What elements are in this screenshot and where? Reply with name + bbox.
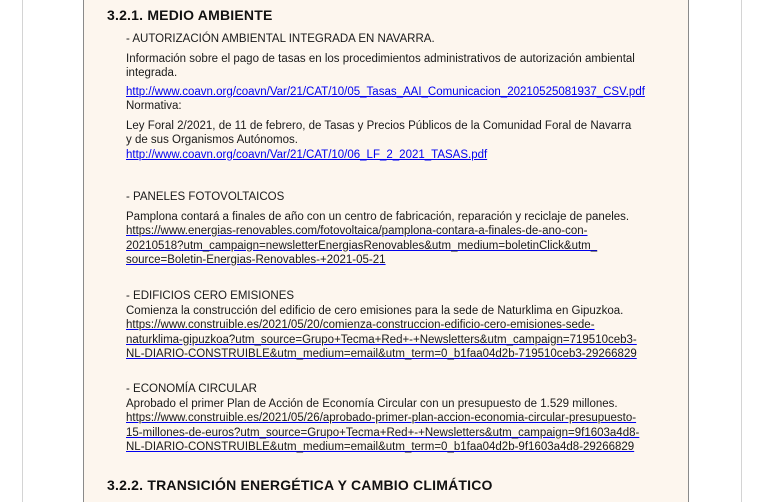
- link-line: source=Boletin-Energias-Renovables-+2021-05-21: [126, 254, 386, 266]
- ley-foral-pdf-link[interactable]: http://www.coavn.org/coavn/Var/21/CAT/10/06_LF_2_2021_TASAS.pdf: [126, 148, 488, 161]
- section-heading-transicion-energetica: 3.2.2. TRANSICIÓN ENERGÉTICA Y CAMBIO CLIMÁTICO: [107, 477, 493, 493]
- item-description-cont: integrada.: [126, 67, 178, 79]
- law-text: Ley Foral 2/2021, de 11 de febrero, de Tasas y Precios Públicos de la Comunidad Foral de Navarra: [126, 119, 632, 132]
- energias-renovables-link[interactable]: [126, 224, 681, 268]
- link-line: NL-DIARIO-CONSTRUIBLE&utm_medium=email&utm_term=0_b1faa04d2b-719510ceb3-29266829: [126, 348, 637, 360]
- item-title: - EDIFICIOS CERO EMISIONES: [126, 290, 295, 302]
- normativa-label: Normativa:: [126, 100, 182, 112]
- item-edificios-cero-emisiones: [126, 289, 681, 362]
- construible-naturklima-link[interactable]: [126, 318, 681, 362]
- link-line: 20210518?utm_campaign=newsletterEnergiasRenovables&utm_medium=boletinClick&utm_: [126, 239, 598, 252]
- item-description: Comienza la construcción del edificio de cero emisiones para la sede de Naturklima en Gipuzkoa.: [126, 304, 624, 317]
- item-description: Aprobado el primer Plan de Acción de Economía Circular con un presupuesto de 1.529 millones.: [126, 397, 618, 410]
- link-line: https://www.energias-renovables.com/fotovoltaica/pamplona-contara-a-finales-de-ano-con-: [126, 225, 588, 237]
- link-line: NL-DIARIO-CONSTRUIBLE&utm_medium=email&utm_term=0_b1faa04d2b-9f1603a4d8-29266829: [126, 441, 635, 453]
- item-description: Pamplona contará a finales de año con un centro de fabricación, reparación y reciclaje de paneles.: [126, 210, 630, 223]
- item-title: - PANELES FOTOVOLTAICOS: [126, 191, 285, 203]
- construible-economia-link[interactable]: [126, 411, 681, 455]
- link-line: https://www.construible.es/2021/05/26/aprobado-primer-plan-accion-economia-circular-presupuesto-: [126, 412, 637, 424]
- item-paneles-fotovoltaicos: [126, 190, 681, 268]
- law-text-cont: y de sus Organismos Autónomos.: [126, 134, 298, 146]
- item-autorizacion-ambiental: [126, 32, 681, 162]
- section-heading-medio-ambiente: 3.2.1. MEDIO AMBIENTE: [107, 7, 273, 23]
- tasas-aai-pdf-link[interactable]: http://www.coavn.org/coavn/Var/21/CAT/10/05_Tasas_AAI_Comunicacion_20210525081937_CSV.pdf: [126, 85, 645, 98]
- link-line: 15-millones-de-euros?utm_source=Grupo+Tecma+Red+-+Newsletters&utm_campaign=9f1603a4d8-: [126, 426, 640, 439]
- item-description: Información sobre el pago de tasas en los procedimientos administrativos de autorización ambiental: [126, 52, 635, 65]
- item-title: - ECONOMÍA CIRCULAR: [126, 383, 257, 395]
- link-line: naturklima-gipuzkoa?utm_source=Grupo+Tecma+Red+-+Newsletters&utm_campaign=719510ceb3-: [126, 333, 637, 346]
- link-line: https://www.construible.es/2021/05/20/comienza-construccion-edificio-cero-emisiones-sede-: [126, 319, 595, 331]
- item-economia-circular: [126, 382, 681, 455]
- item-title: - AUTORIZACIÓN AMBIENTAL INTEGRADA EN NAVARRA.: [126, 33, 435, 45]
